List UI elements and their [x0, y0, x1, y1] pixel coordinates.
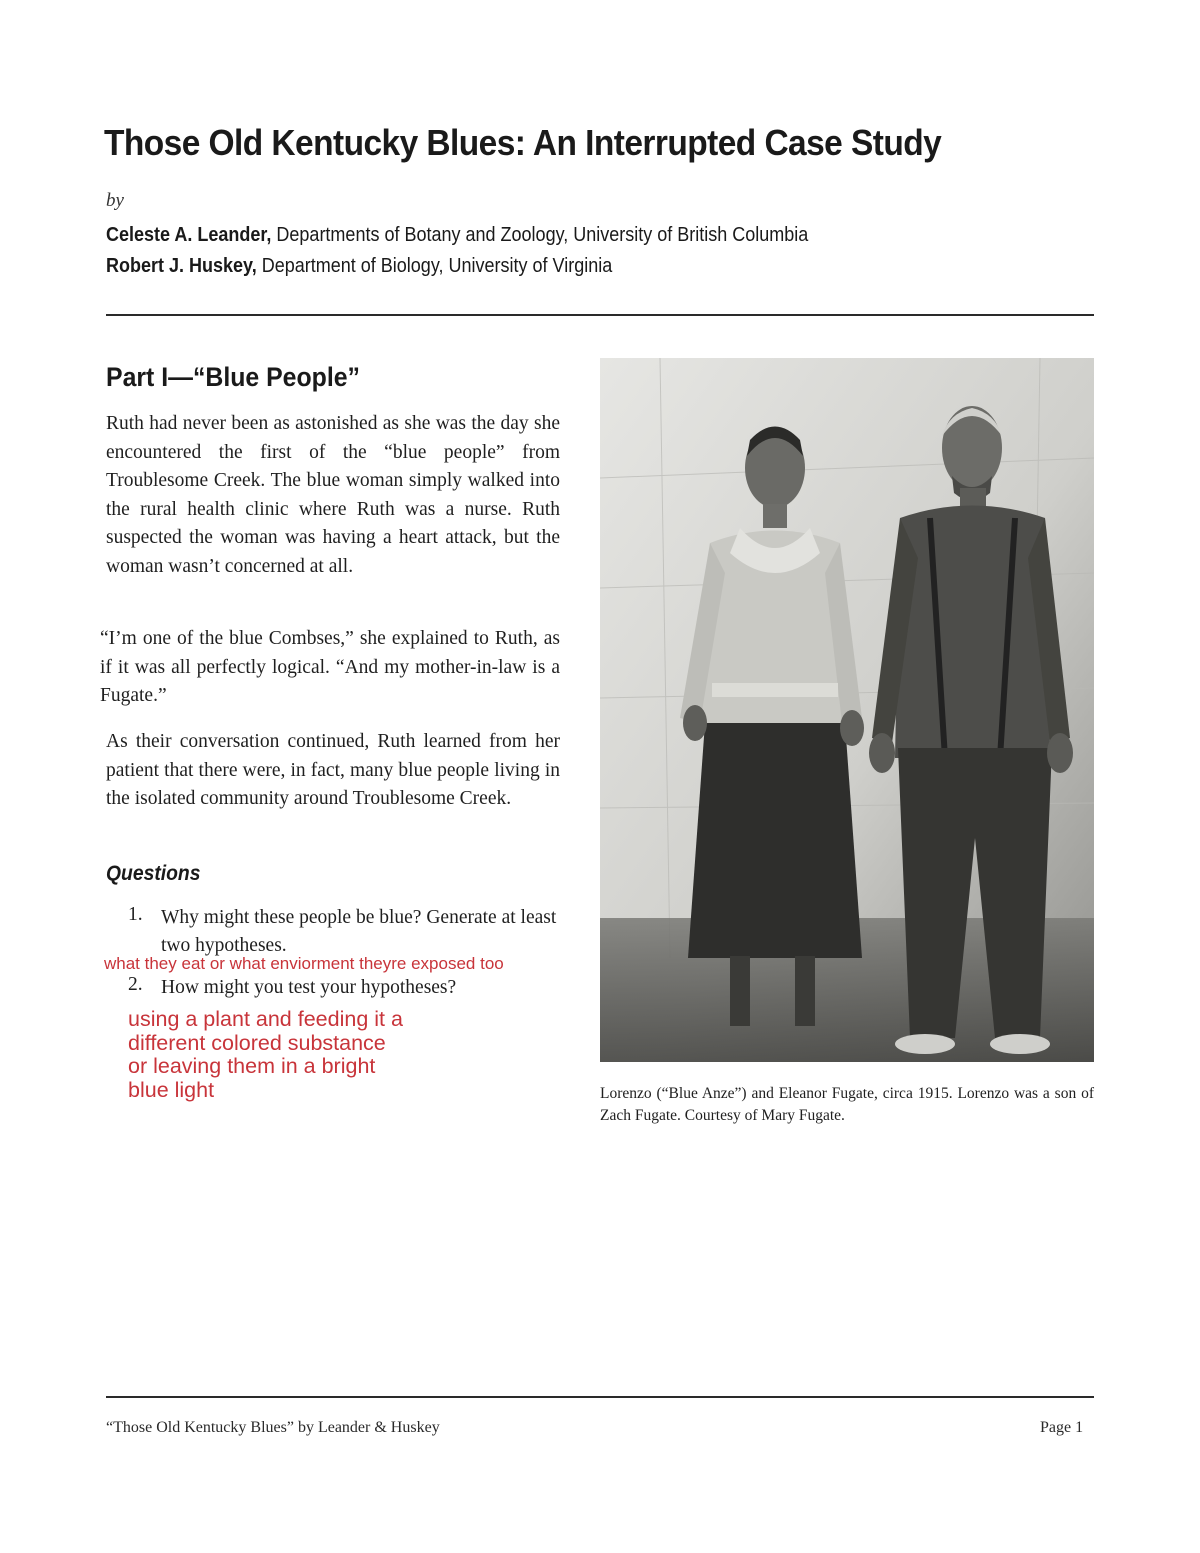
footer-citation: “Those Old Kentucky Blues” by Leander & Huskey [106, 1419, 440, 1436]
handwritten-answer-2-line: or leaving them in a bright [128, 1054, 376, 1078]
author-1-name: Celeste A. Leander, [106, 224, 272, 246]
paragraph-2: “I’m one of the blue Combses,” she explained to Ruth, as if it was all perfectly logical. “And my mother-in-law is a Fugate.” [100, 628, 560, 706]
paragraph-1: Ruth had never been as astonished as she was the day she encountered the first of the “blue people” from Troublesome Creek. The blue woman simply walked into the rural health clinic where Ruth was a nurse. Ruth suspected the woman was having a heart attack, but the woman wasn’t concerned at all. [106, 413, 560, 577]
photo-illustration [600, 358, 1094, 1062]
header-rule [106, 314, 1094, 316]
author-2-affiliation: Department of Biology, University of Virginia [261, 255, 613, 277]
page-number: Page 1 [1040, 1419, 1084, 1436]
author-2-name: Robert J. Huskey, [106, 255, 257, 277]
paragraph-3: As their conversation continued, Ruth learned from her patient that there were, in fact, many blue people living in the isolated community around Troublesome Creek. [106, 731, 560, 809]
question-1-number: 1. [128, 904, 143, 925]
handwritten-answer-2 [128, 1008, 403, 1102]
question-2-number: 2. [128, 974, 143, 995]
question-1-text: Why might these people be blue? Generate at least two hypotheses. [161, 907, 557, 956]
document-title: Those Old Kentucky Blues: An Interrupted Case Study [104, 122, 942, 163]
footer-rule [106, 1396, 1094, 1398]
author-2 [106, 255, 612, 278]
by-line: by [106, 190, 124, 211]
historical-photo [600, 358, 1094, 1062]
handwritten-answer-2-line: different colored substance [128, 1030, 386, 1055]
question-2-text: How might you test your hypotheses? [161, 977, 457, 998]
author-1-affiliation: Departments of Botany and Zoology, University of British Columbia [276, 224, 809, 246]
handwritten-answer-1: what they eat or what enviorment theyre exposed too [104, 954, 504, 973]
author-1 [106, 224, 808, 247]
handwritten-answer-2-line: blue light [128, 1077, 215, 1102]
photo-caption: Lorenzo (“Blue Anze”) and Eleanor Fugate, circa 1915. Lorenzo was a son of Zach Fugate. Courtesy of Mary Fugate. [600, 1085, 1094, 1124]
handwritten-answer-2-line: using a plant and feeding it a [128, 1007, 403, 1031]
section-heading: Part I—“Blue People” [106, 362, 360, 392]
questions-heading: Questions [106, 862, 201, 885]
